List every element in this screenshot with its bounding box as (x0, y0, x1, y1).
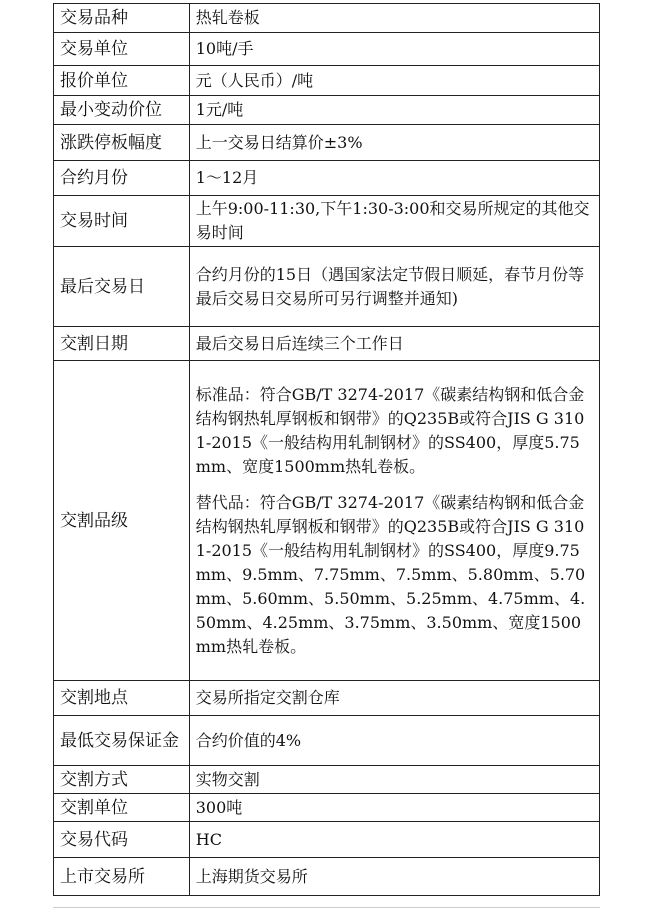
table-row (54, 681, 600, 716)
row-label: 报价单位 (54, 66, 190, 96)
row-label: 最后交易日 (54, 247, 190, 327)
row-value: 合约价值的4% (189, 716, 599, 766)
row-value: 上午9:00-11:30,下午1:30-3:00和交易所规定的其他交易时间 (189, 196, 599, 247)
row-value (189, 361, 599, 681)
row-label: 最低交易保证金 (54, 716, 190, 766)
row-value: 实物交割 (189, 766, 599, 794)
row-value: 合约月份的15日（遇国家法定节假日顺延，春节月份等最后交易日交易所可另行调整并通知) (189, 247, 599, 327)
row-value: 上海期货交易所 (189, 858, 599, 896)
row-label: 交易品种 (54, 4, 190, 33)
table-row (54, 247, 600, 327)
table-row (54, 858, 600, 896)
row-label: 交割方式 (54, 766, 190, 794)
table-row (54, 794, 600, 822)
row-value: 最后交易日后连续三个工作日 (189, 327, 599, 361)
row-value: 热轧卷板 (189, 4, 599, 33)
table-row (54, 125, 600, 161)
bottom-divider (53, 907, 600, 908)
row-label: 交割单位 (54, 794, 190, 822)
table-row (54, 196, 600, 247)
contract-spec-table (53, 3, 600, 896)
table-row (54, 716, 600, 766)
table-row (54, 766, 600, 794)
row-value: 10吨/手 (189, 33, 599, 66)
row-label: 上市交易所 (54, 858, 190, 896)
row-label: 交易时间 (54, 196, 190, 247)
row-label: 合约月份 (54, 161, 190, 196)
table-row (54, 327, 600, 361)
row-value: 1～12月 (189, 161, 599, 196)
row-value: 上一交易日结算价±3% (189, 125, 599, 161)
row-label: 交易代码 (54, 822, 190, 858)
row-label: 交割品级 (54, 361, 190, 681)
row-value: 元（人民币）/吨 (189, 66, 599, 96)
table-row (54, 361, 600, 681)
table-row (54, 161, 600, 196)
row-label: 交割日期 (54, 327, 190, 361)
row-label: 涨跌停板幅度 (54, 125, 190, 161)
row-label: 交易单位 (54, 33, 190, 66)
row-value: 300吨 (189, 794, 599, 822)
table-row (54, 66, 600, 96)
standard-grade-text: 标准品：符合GB/T 3274-2017《碳素结构钢和低合金结构钢热轧厚钢板和钢带》的Q235B或符合JIS G 3101-2015《一般结构用轧制钢材》的SS400，厚度5.75mm、宽度1500mm热轧卷板。 (195, 384, 585, 476)
row-label: 交割地点 (54, 681, 190, 716)
table-row (54, 96, 600, 125)
substitute-grade-text: 替代品：符合GB/T 3274-2017《碳素结构钢和低合金结构钢热轧厚钢板和钢带》的Q235B或符合JIS G 3101-2015《一般结构用轧制钢材》的SS400，厚度9.75mm、9.5mm、7.75mm、7.5mm、5.80mm、5.70mm、5.60mm、5.50mm、5.25mm、4.75mm、4.50mm、4.25mm、3.75mm、3.50mm、宽度1500mm热轧卷板。 (195, 492, 586, 656)
table-row (54, 4, 600, 33)
row-label: 最小变动价位 (54, 96, 190, 125)
row-value: 1元/吨 (189, 96, 599, 125)
row-value: HC (189, 822, 599, 858)
row-value: 交易所指定交割仓库 (189, 681, 599, 716)
table-row (54, 822, 600, 858)
table-row (54, 33, 600, 66)
